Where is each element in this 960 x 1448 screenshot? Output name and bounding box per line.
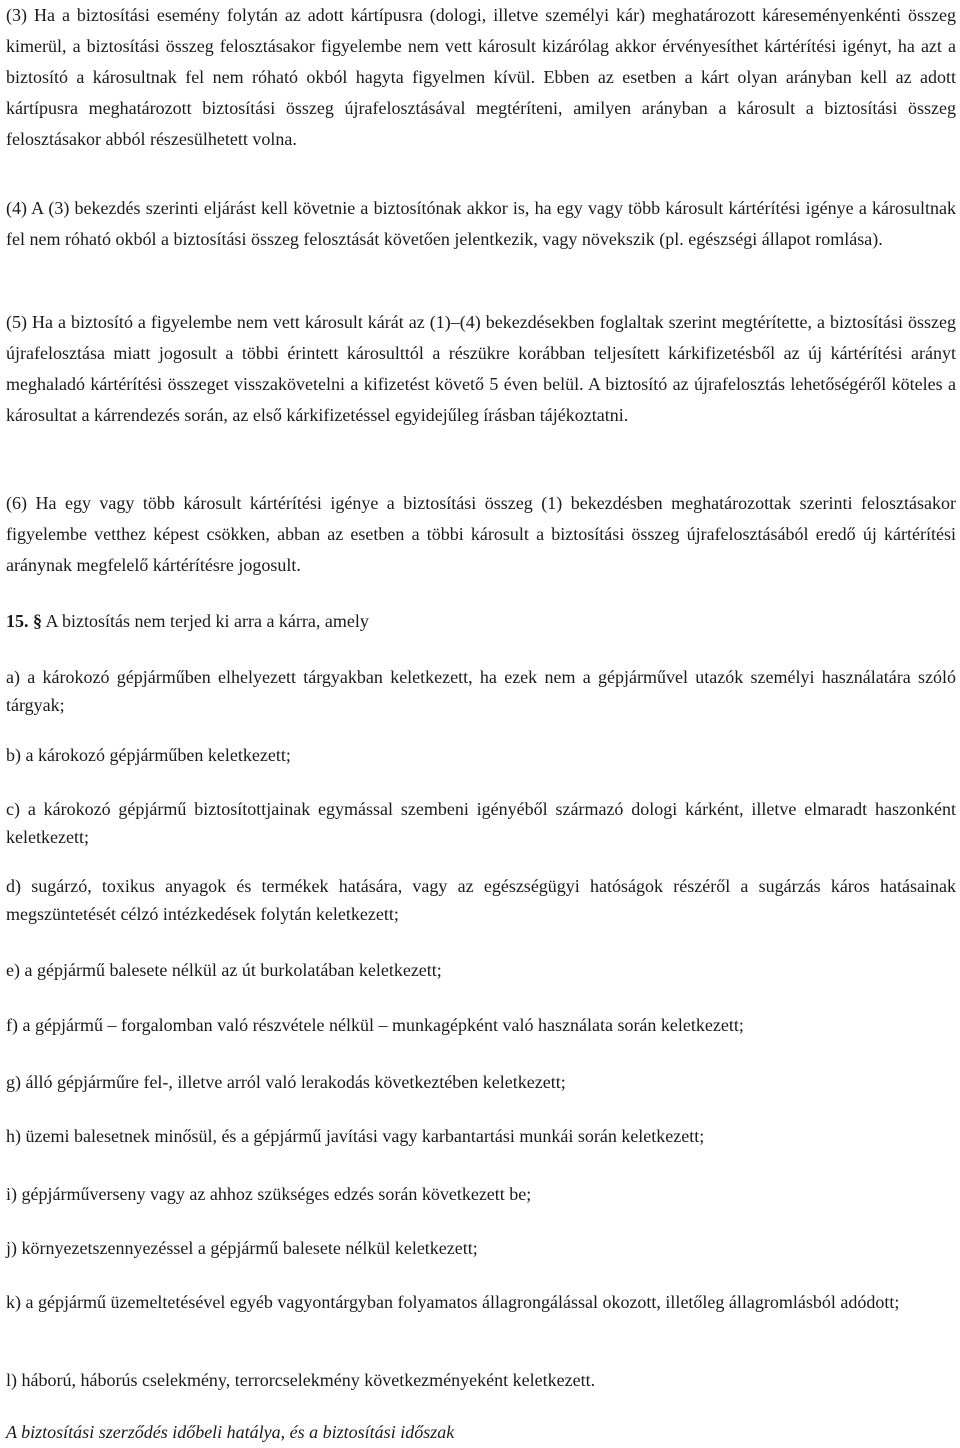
list-item-i: i) gépjárműverseny vagy az ahhoz szükséges edzés során következett be; xyxy=(6,1184,532,1204)
section-number: 15. § xyxy=(6,611,42,631)
list-item-d: d) sugárzó, toxikus anyagok és termékek hatására, vagy az egészségügyi hatóságok részéről a sugárzás káros hatásainak megszüntetését célzó intézkedések folytán keletkezett; xyxy=(6,876,956,924)
list-item-f: f) a gépjármű – forgalomban való részvétele nélkül – munkagépként való használata során keletkezett; xyxy=(6,1015,744,1035)
paragraph-4: (4) A (3) bekezdés szerinti eljárást kell követnie a biztosítónak akkor is, ha egy vagy több károsult kártérítési igénye a károsultnak fel nem róható okból a biztosítási összeg felosztását követően jelentkezik, vagy növekszik (pl. egészségi állapot romlása). xyxy=(6,198,956,249)
list-item-a: a) a károkozó gépjárműben elhelyezett tárgyakban keletkezett, ha ezek nem a gépjárművel utazók személyi használatára szóló tárgyak; xyxy=(6,667,956,715)
paragraph-3: (3) Ha a biztosítási esemény folytán az adott kártípusra (dologi, illetve személyi kár) meghatározott káreseményenkénti összeg kimerül, a biztosítási összeg felosztásakor figyelembe nem vett károsult kizárólag akkor érvényesíthet kártérítési igényt, ha azt a biztosító a károsultnak fel nem róható okból hagyta figyelmen kívül. Ebben az esetben a kárt olyan arányban kell az adott kártípusra meghatározott biztosítási összeg újrafelosztásával megtéríteni, amilyen arányban a károsult a biztosítási összeg felosztásakor abból részesülhetett volna. xyxy=(6,5,956,149)
list-item-g: g) álló gépjárműre fel-, illetve arról való lerakodás következtében keletkezett; xyxy=(6,1072,566,1092)
list-item-c: c) a károkozó gépjármű biztosítottjainak egymással szembeni igényéből származó dologi kárként, illetve elmaradt haszonként keletkezett; xyxy=(6,799,956,847)
paragraph-5: (5) Ha a biztosító a figyelembe nem vett károsult kárát az (1)–(4) bekezdésekben foglaltak szerint megtérítette, a biztosítási összeg újrafelosztása miatt jogosult a többi érintett károsulttól a részükre korábban teljesített kárkifizetésből az új kártérítési arányt meghaladó kártérítési összeget visszakövetelni a kifizetést követő 5 éven belül. A biztosító az újrafelosztás lehetőségéről köteles a károsultat a kárrendezés során, az első kárkifizetéssel egyidejűleg írásban tájékoztatni. xyxy=(6,312,956,425)
section-intro-text: A biztosítás nem terjed ki arra a kárra, amely xyxy=(45,611,369,631)
list-item-h: h) üzemi balesetnek minősül, és a gépjármű javítási vagy karbantartási munkái során keletkezett; xyxy=(6,1126,705,1146)
list-item-b: b) a károkozó gépjárműben keletkezett; xyxy=(6,745,291,765)
list-item-j: j) környezetszennyezéssel a gépjármű balesete nélkül keletkezett; xyxy=(6,1238,478,1258)
section-15-intro xyxy=(6,606,369,637)
paragraph-6: (6) Ha egy vagy több károsult kártérítési igénye a biztosítási összeg (1) bekezdésben meghatározottak szerinti felosztásakor figyelembe vetthez képest csökken, abban az esetben a többi károsult a biztosítási összeg újrafelosztásából eredő új kártérítési aránynak megfelelő kártérítésre jogosult. xyxy=(6,493,956,575)
list-item-e: e) a gépjármű balesete nélkül az út burkolatában keletkezett; xyxy=(6,960,442,980)
section-heading: A biztosítási szerződés időbeli hatálya, és a biztosítási időszak xyxy=(6,1422,455,1442)
list-item-k: k) a gépjármű üzemeltetésével egyéb vagyontárgyban folyamatos állagrongálással okozott, illetőleg állagromlásból adódott; xyxy=(6,1292,900,1312)
list-item-l: l) háború, háborús cselekmény, terrorcselekmény következményeként keletkezett. xyxy=(6,1370,596,1390)
